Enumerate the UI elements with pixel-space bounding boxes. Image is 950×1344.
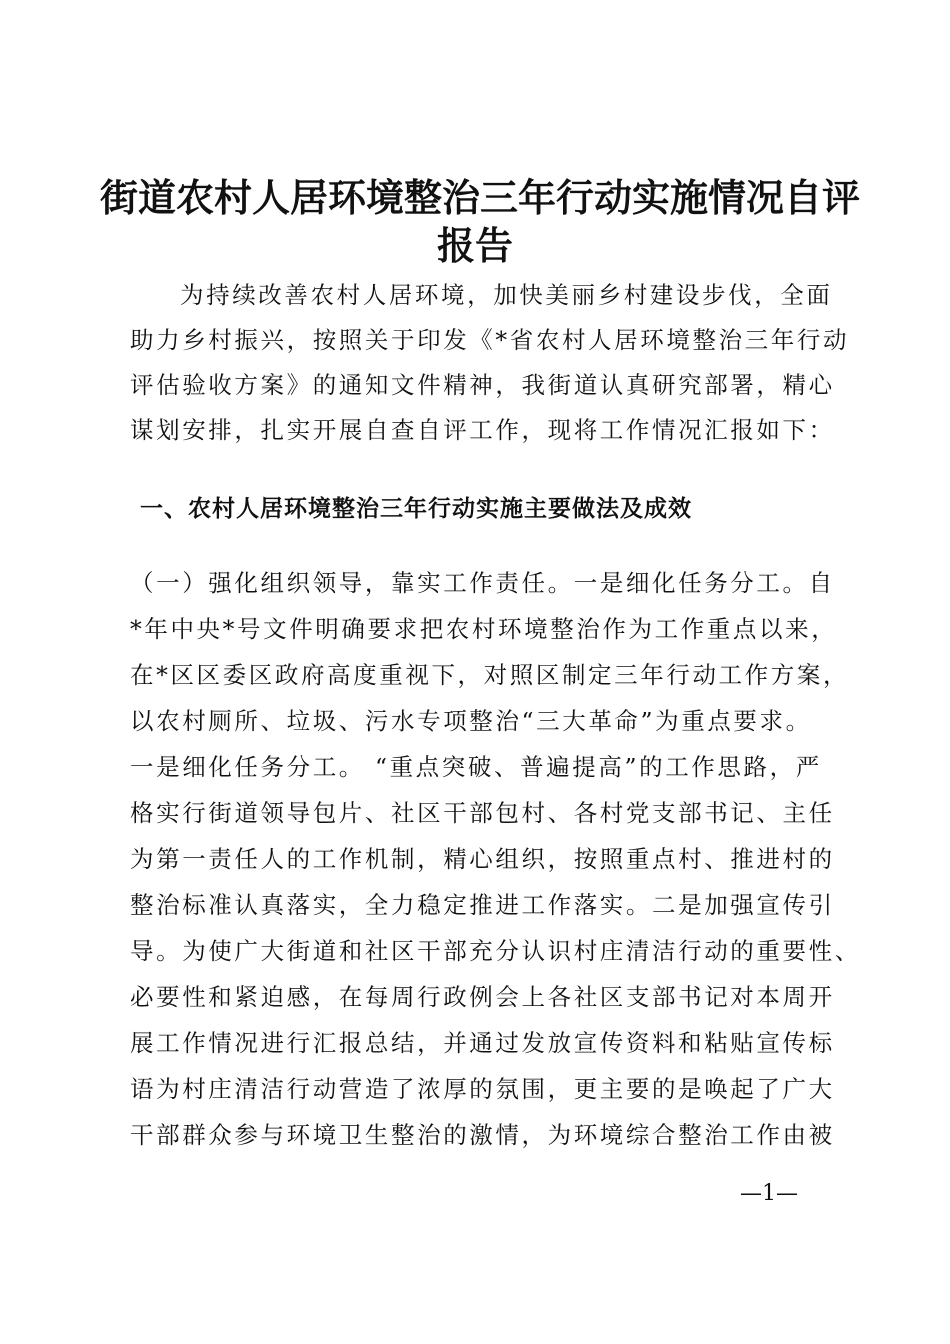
subsection-1-line-8: 整治标准认真落实，全力稳定推进工作落实。二是加强宣传引 (130, 891, 835, 919)
subsection-1-line-5: 一是细化任务分工。 “重点突破、普遍提高”的工作思路，严 (130, 753, 822, 781)
subsection-1-line-3: 在*区区委区政府高度重视下，对照区制定三年行动工作方案， (130, 661, 850, 689)
subsection-1-line-10: 必要性和紧迫感，在每周行政例会上各社区支部书记对本周开 (130, 983, 835, 1011)
subsection-1-line-6: 格实行街道领导包片、社区干部包村、各村党支部书记、主任 (130, 799, 835, 827)
document-title-line-2: 报告 (436, 223, 513, 268)
page-number: —1— (740, 1181, 798, 1206)
subsection-1-line-4: 以农村厕所、垃圾、污水专项整治“三大革命”为重点要求。 (130, 707, 812, 735)
subsection-1-line-2: *年中央*号文件明确要求把农村环境整治作为工作重点以来， (130, 615, 838, 643)
subsection-1-line-7: 为第一责任人的工作机制，精心组织，按照重点村、推进村的 (130, 845, 835, 873)
intro-line-2: 助力乡村振兴，按照关于印发《*省农村人居环境整治三年行动 (130, 326, 850, 354)
intro-line-3: 评估验收方案》的通知文件精神，我街道认真研究部署，精心 (130, 371, 835, 399)
document-title-line-1: 街道农村人居环境整治三年行动实施情况自评 (100, 175, 861, 220)
subsection-1-line-12: 语为村庄清洁行动营造了浓厚的氛围，更主要的是唤起了广大 (130, 1075, 835, 1103)
subsection-1-line-1: （一）强化组织领导，靠实工作责任。一是细化任务分工。自 (130, 569, 835, 597)
intro-line-4: 谋划安排，扎实开展自查自评工作，现将工作情况汇报如下： (130, 416, 835, 444)
subsection-1-line-9: 导。为使广大街道和社区干部充分认识村庄清洁行动的重要性、 (130, 937, 861, 965)
subsection-1-line-13: 干部群众参与环境卫生整治的激情，为环境综合整治工作由被 (130, 1121, 835, 1149)
subsection-1-line-11: 展工作情况进行汇报总结，并通过发放宣传资料和粘贴宣传标 (130, 1029, 835, 1057)
intro-line-1: 为持续改善农村人居环境，加快美丽乡村建设步伐，全面 (180, 281, 833, 309)
section-1-heading: 一、农村人居环境整治三年行动实施主要做法及成效 (140, 496, 692, 522)
